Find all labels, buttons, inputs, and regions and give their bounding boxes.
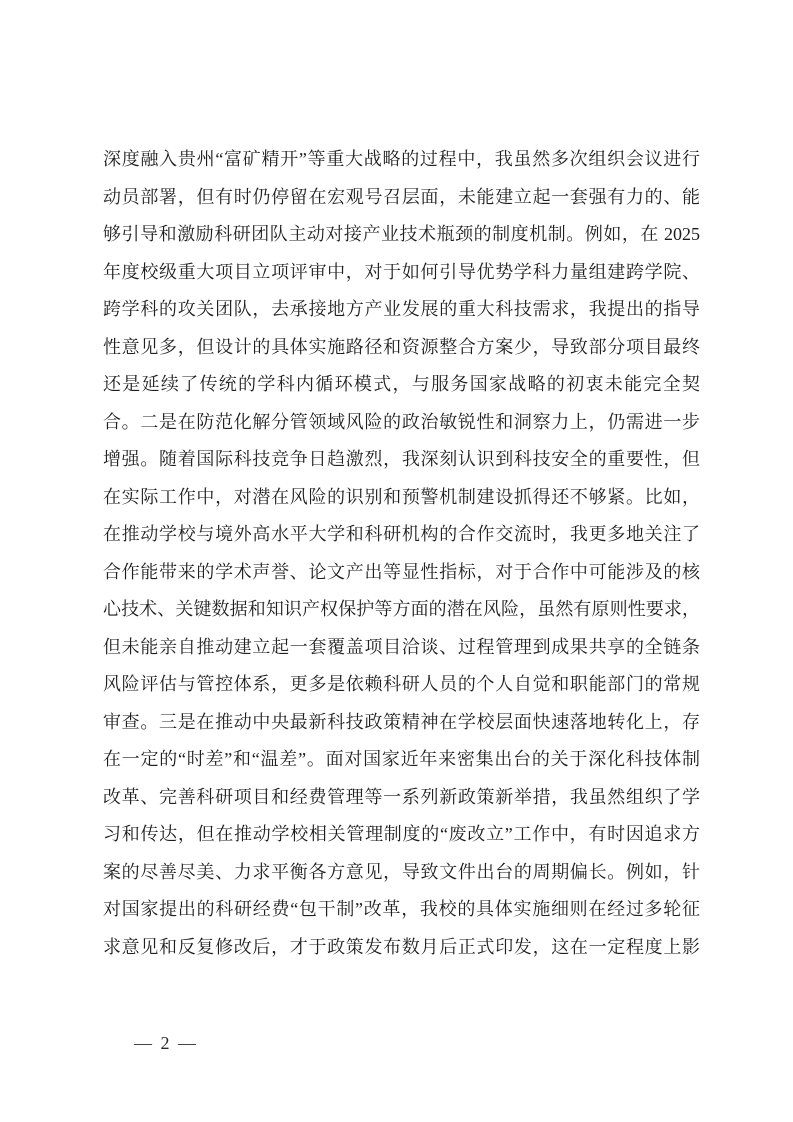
paragraph-line: 在推动学校与境外高水平大学和科研机构的合作交流时，我更多地关注了 [103,524,700,544]
paragraph-line: 对国家提出的科研经费“包干制”改革，我校的具体实施细则在经过多轮征 [103,899,700,919]
paragraph-line: 心技术、关键数据和知识产权保护等方面的潜在风险，虽然有原则性要求， [103,599,700,619]
paragraph-line: 性意见多，但设计的具体实施路径和资源整合方案少，导致部分项目最终 [103,336,700,357]
paragraph-line: 审查。三是在推动中央最新科技政策精神在学校层面快速落地转化上，存 [103,711,700,732]
paragraph-line: 在一定的“时差”和“温差”。面对国家近年来密集出台的关于深化科技体制 [103,749,700,769]
paragraph-line: 年度校级重大项目立项评审中，对于如何引导优势学科力量组建跨学院、 [103,261,700,282]
page-number: — 2 — [134,1033,198,1053]
paragraph-line: 还是延续了传统的学科内循环模式，与服务国家战略的初衷未能完全契 [103,374,700,394]
paragraph-line: 风险评估与管控体系，更多是依赖科研人员的个人自觉和职能部门的常规 [103,674,700,694]
paragraph-line: 求意见和反复修改后，才于政策发布数月后正式印发，这在一定程度上影 [103,936,700,957]
body-paragraph [103,141,700,966]
paragraph-line: 够引导和激励科研团队主动对接产业技术瓶颈的制度机制。例如，在 2025 [103,224,700,244]
paragraph-line: 增强。随着国际科技竞争日趋激烈，我深刻认识到科技安全的重要性，但 [103,449,700,469]
paragraph-line: 合作能带来的学术声誉、论文产出等显性指标，对于合作中可能涉及的核 [103,561,700,582]
paragraph-line: 合。二是在防范化解分管领域风险的政治敏锐性和洞察力上，仍需进一步 [103,411,700,432]
paragraph-line: 案的尽善尽美、力求平衡各方意见，导致文件出台的周期偏长。例如，针 [103,861,700,882]
paragraph-line: 跨学科的攻关团队，去承接地方产业发展的重大科技需求，我提出的指导 [103,299,700,319]
paragraph-line: 改革、完善科研项目和经费管理等一系列新政策新举措，我虽然组织了学 [103,786,700,807]
paragraph-line: 在实际工作中，对潜在风险的识别和预警机制建设抓得还不够紧。比如， [103,486,700,507]
paragraph-line: 动员部署，但有时仍停留在宏观号召层面，未能建立起一套强有力的、能 [103,186,700,207]
paragraph-line: 习和传达，但在推动学校相关管理制度的“废改立”工作中，有时因追求方 [103,824,700,844]
paragraph-line: 但未能亲自推动建立起一套覆盖项目洽谈、过程管理到成果共享的全链条 [103,636,700,657]
paragraph-line: 深度融入贵州“富矿精开”等重大战略的过程中，我虽然多次组织会议进行 [103,149,700,169]
